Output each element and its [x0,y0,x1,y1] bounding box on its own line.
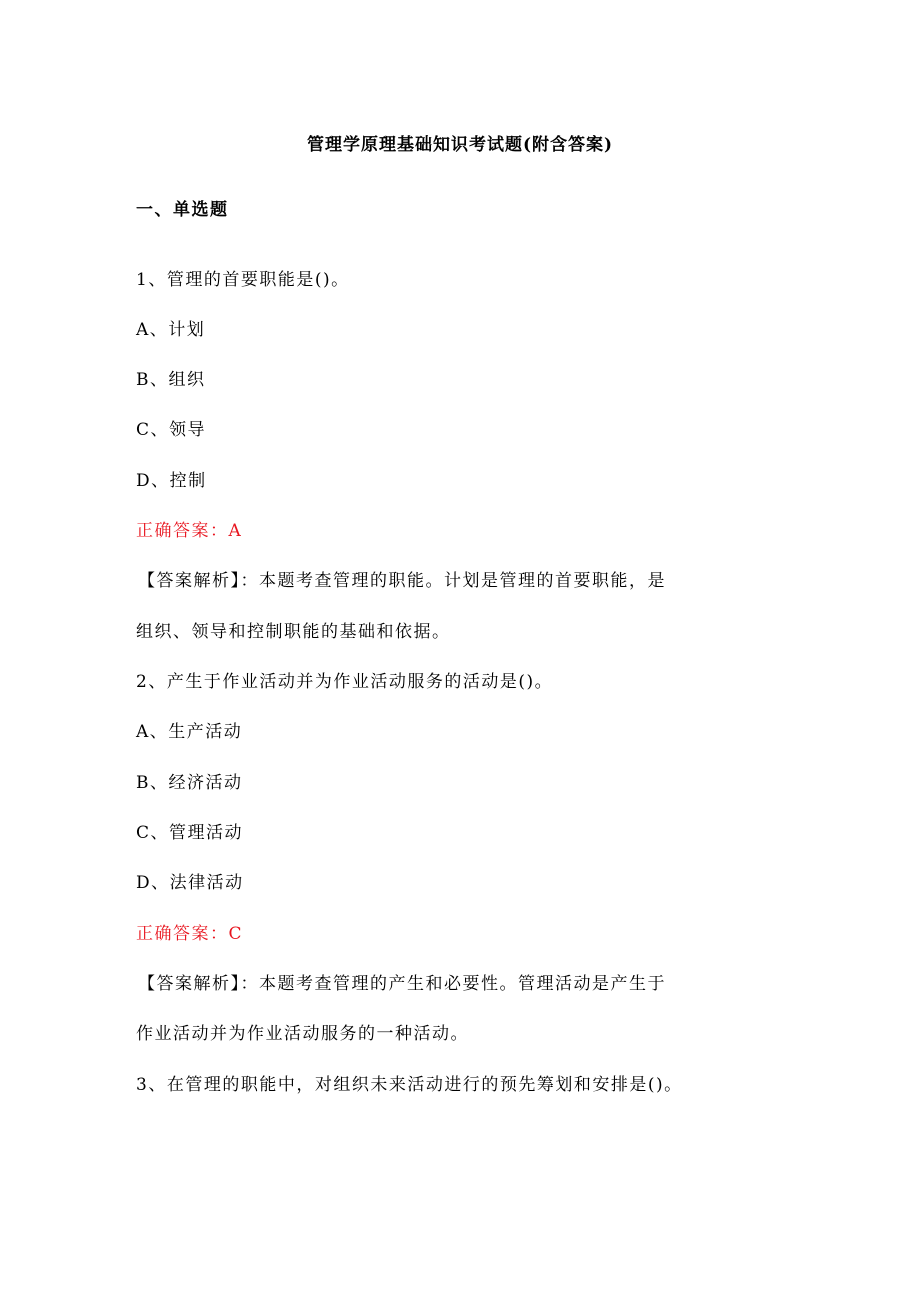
document-title: 管理学原理基础知识考试题(附含答案) [306,135,614,155]
question-stem: 2、产生于作业活动并为作业活动服务的活动是()。 [136,672,554,692]
option-a: A、计划 [136,320,206,340]
option-b: B、组织 [136,370,206,390]
correct-answer: 正确答案：A [136,521,243,541]
answer-analysis-line: 作业活动并为作业活动服务的一种活动。 [136,1024,469,1044]
section-heading: 一、单选题 [136,200,229,220]
question-stem: 1、管理的首要职能是()。 [136,270,350,290]
option-b: B、经济活动 [136,773,243,793]
option-d: D、法律活动 [136,873,244,893]
answer-analysis-line: 组织、领导和控制职能的基础和依据。 [136,622,451,642]
answer-analysis-line: 【答案解析】：本题考查管理的职能。计划是管理的首要职能，是 [138,571,666,591]
correct-answer: 正确答案：C [136,924,244,944]
option-c: C、管理活动 [136,823,244,843]
answer-analysis-line: 【答案解析】：本题考查管理的产生和必要性。管理活动是产生于 [138,974,666,994]
question-stem: 3、在管理的职能中，对组织未来活动进行的预先筹划和安排是()。 [136,1075,683,1095]
option-a: A、生产活动 [136,722,243,742]
option-c: C、领导 [136,420,207,440]
option-d: D、控制 [136,471,207,491]
